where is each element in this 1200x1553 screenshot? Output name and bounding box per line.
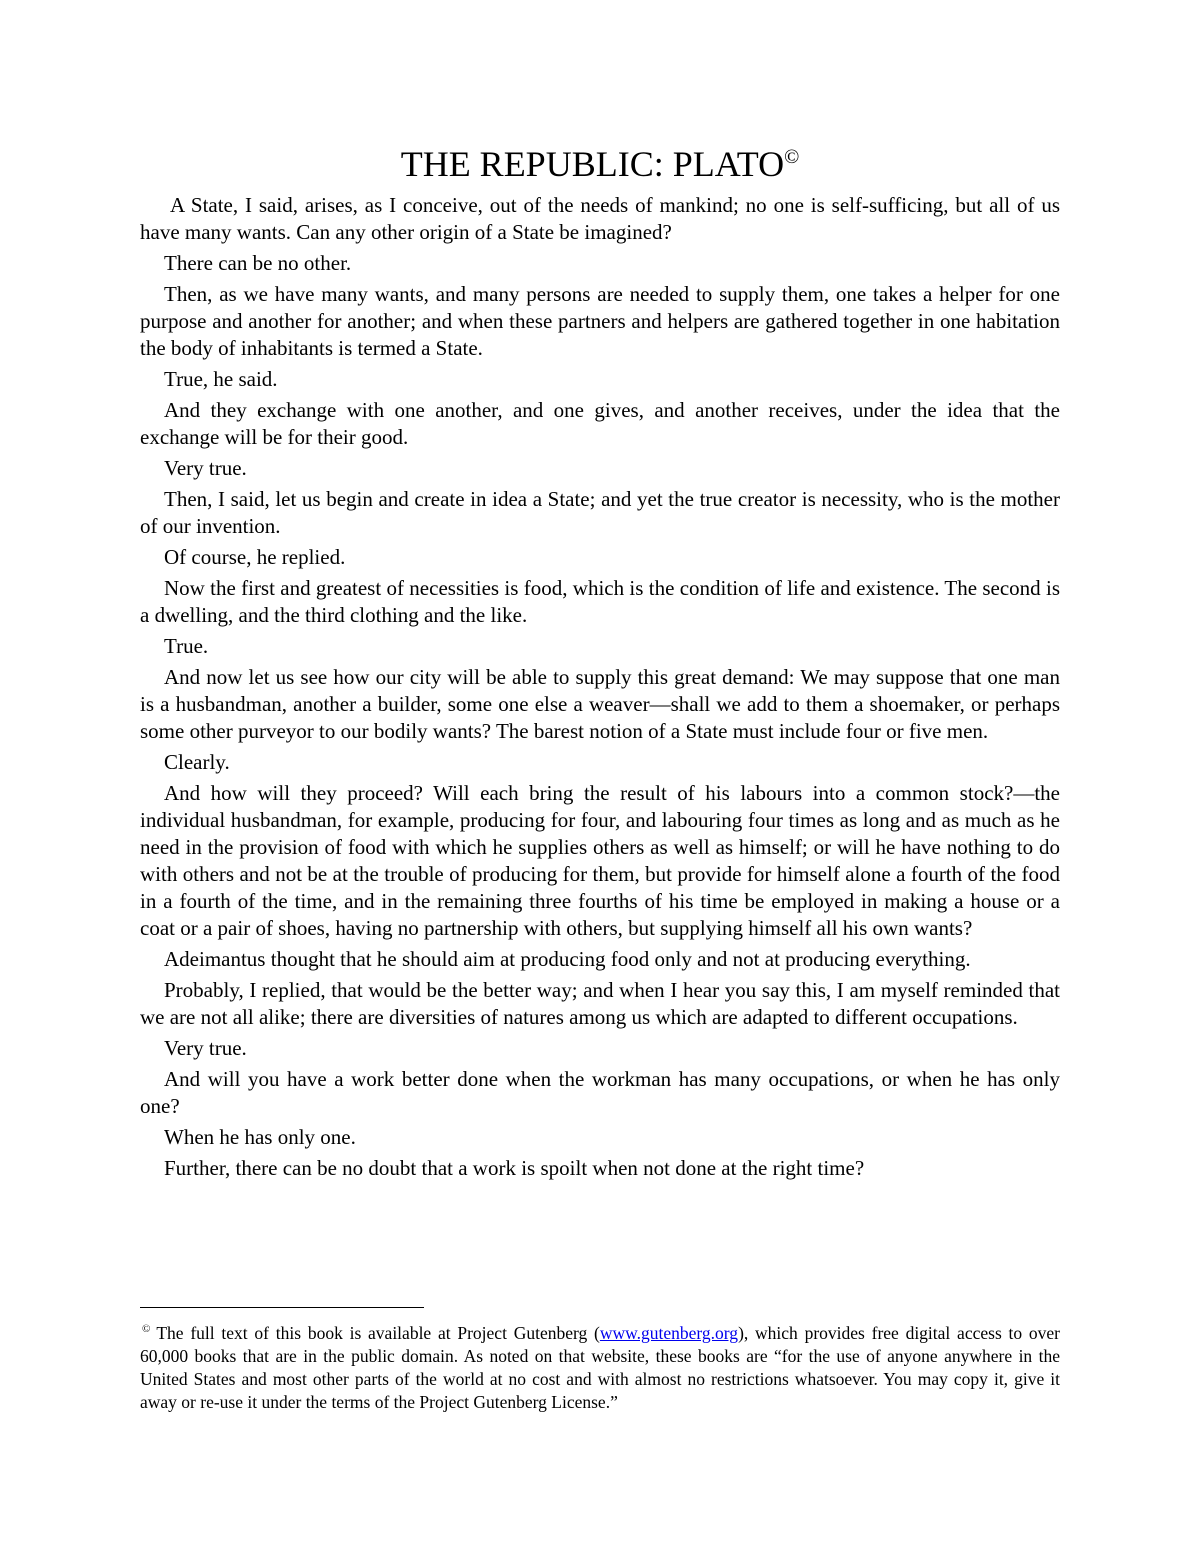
footnote-text-after: ), which provides free digital access to over 60,000 books that are in the public domain. As noted on that website, these books are “for the use of anyone anywhere in the United States and most other parts of the world at no cost and with almost no restrictions whatsoever. You may copy it, give it away or re-use it under the terms of the Project Gutenberg License.”: [140, 1323, 1060, 1412]
paragraph-4: True, he said.: [164, 367, 278, 391]
footnote: [140, 1322, 1060, 1414]
paragraph-5: And they exchange with one another, and one gives, and another receives, under the idea that the exchange will be for their good.: [140, 398, 1060, 449]
paragraph-8: Of course, he replied.: [164, 545, 346, 569]
paragraph-15: Probably, I replied, that would be the better way; and when I hear you say this, I am myself reminded that we are not all alike; there are diversities of natures among us which are adapted to different occupations.: [140, 978, 1060, 1029]
document-page: [140, 140, 1060, 1186]
paragraph-3: Then, as we have many wants, and many persons are needed to supply them, one takes a helper for one purpose and another for another; and when these partners and helpers are gathered together in one habitation the body of inhabitants is termed a State.: [140, 282, 1060, 360]
document-title-text: THE REPUBLIC: PLATO: [400, 144, 785, 184]
paragraph-10: True.: [164, 634, 209, 658]
paragraph-2: There can be no other.: [164, 251, 352, 275]
paragraph-14: Adeimantus thought that he should aim at producing food only and not at producing everything.: [164, 947, 971, 971]
paragraph-11: And now let us see how our city will be able to supply this great demand: We may suppose that one man is a husbandman, another a builder, some one else a weaver—shall we add to them a shoemaker, or perhaps some other purveyor to our bodily wants? The barest notion of a State must include four or five men.: [140, 665, 1060, 743]
paragraph-17: And will you have a work better done when the workman has many occupations, or when he has only one?: [140, 1067, 1060, 1118]
paragraph-6: Very true.: [164, 456, 247, 480]
paragraph-9: Now the first and greatest of necessities is food, which is the condition of life and existence. The second is a dwelling, and the third clothing and the like.: [140, 576, 1060, 627]
footnote-text-before: The full text of this book is available at Project Gutenberg (: [156, 1323, 600, 1343]
paragraph-19: Further, there can be no doubt that a work is spoilt when not done at the right time?: [164, 1156, 865, 1180]
footnote-separator: [140, 1307, 424, 1308]
paragraph-13: And how will they proceed? Will each bring the result of his labours into a common stock?—the individual husbandman, for example, producing for four, and labouring four times as long and as much as he need in the provision of food with which he supplies others as well as himself; or will he have nothing to do with others and not be at the trouble of producing for them, but provide for himself alone a fourth of the food in a fourth of the time, and in the remaining three fourths of his time be employed in making a house or a coat or a pair of shoes, having no partnership with others, but supplying himself all his own wants?: [140, 781, 1060, 940]
title-footnote-mark: ©: [784, 146, 800, 168]
paragraph-16: Very true.: [164, 1036, 247, 1060]
paragraph-7: Then, I said, let us begin and create in idea a State; and yet the true creator is necessity, who is the mother of our invention.: [140, 487, 1060, 538]
gutenberg-link[interactable]: www.gutenberg.org: [599, 1323, 739, 1343]
paragraph-18: When he has only one.: [164, 1125, 356, 1149]
paragraph-1: A State, I said, arises, as I conceive, out of the needs of mankind; no one is self-sufficing, but all of us have many wants. Can any other origin of a State be imagined?: [140, 193, 1060, 244]
paragraph-12: Clearly.: [164, 750, 230, 774]
document-title: [140, 140, 1060, 188]
footnote-mark: ©: [142, 1323, 151, 1336]
